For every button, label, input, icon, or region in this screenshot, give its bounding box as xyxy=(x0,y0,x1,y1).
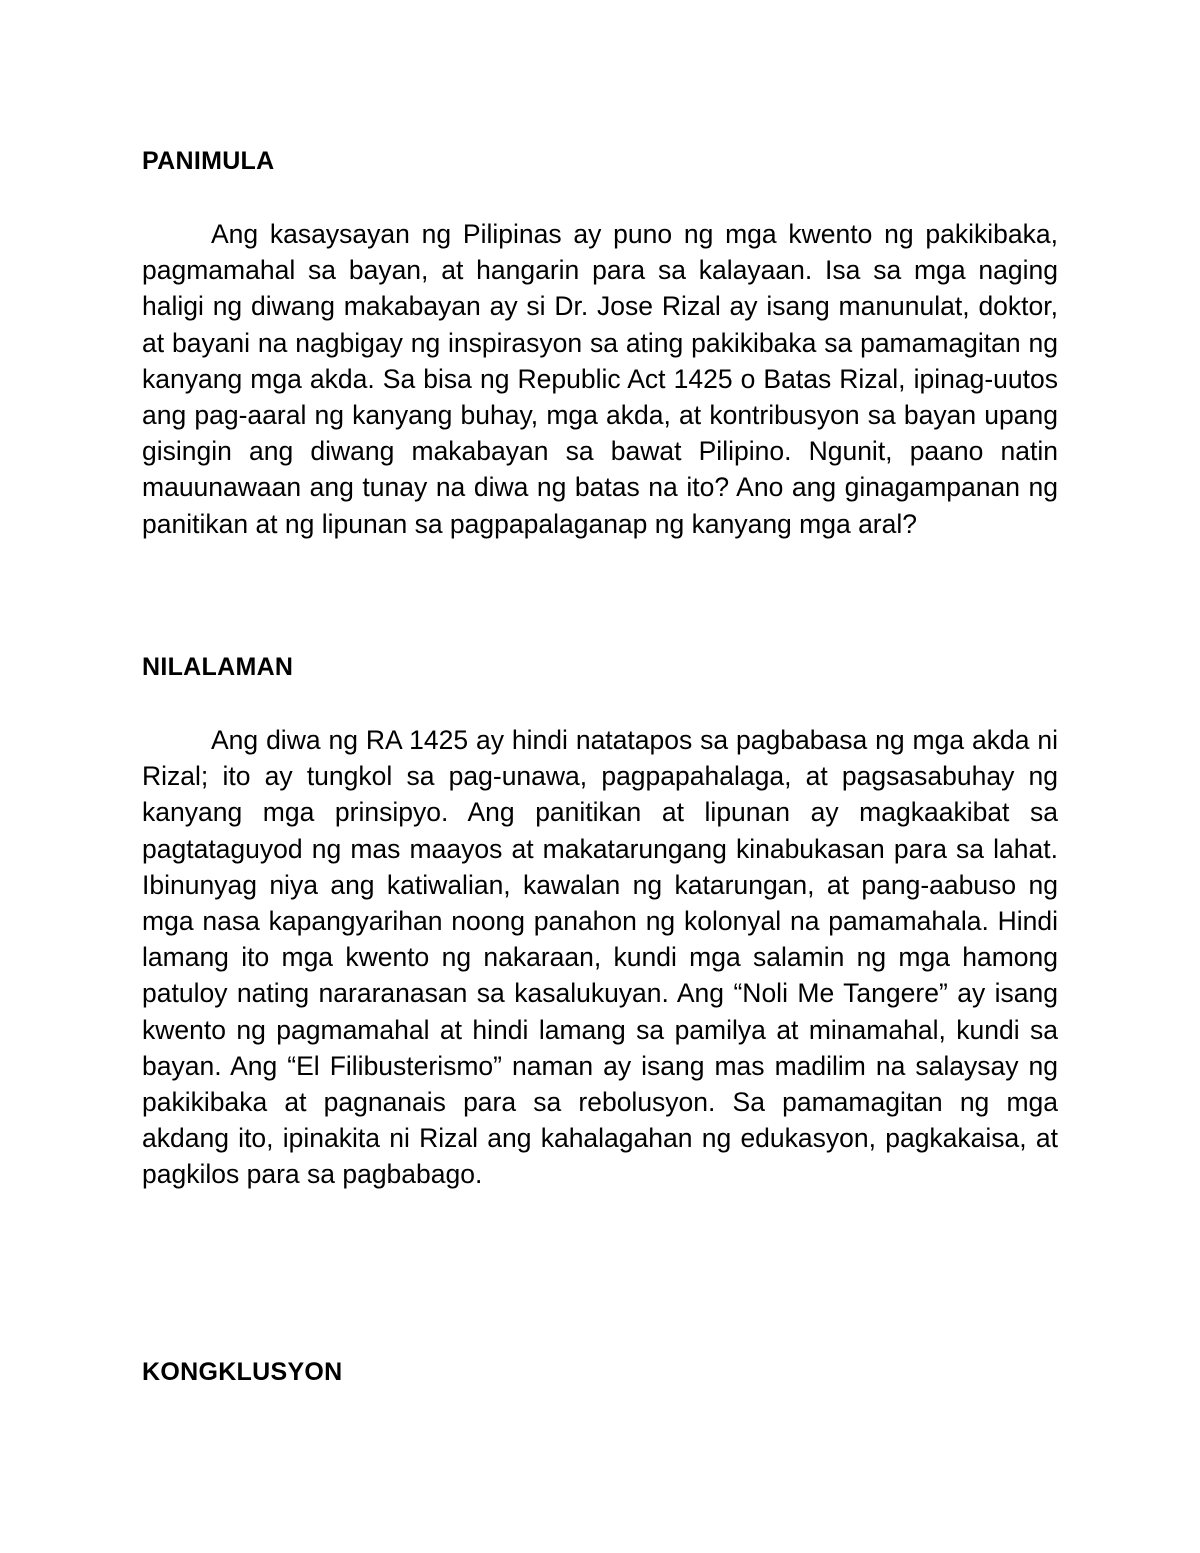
section-paragraph-nilalaman: Ang diwa ng RA 1425 ay hindi natatapos sa pagbabasa ng mga akda ni Rizal; ito ay tungkol sa pag-unawa, pagpapahalaga, at pagsasabuhay ng kanyang mga prinsipyo. Ang panitikan at lipunan ay magkaakibat sa pagtataguyod ng mas maayos at makatarungang kinabukasan para sa lahat. Ibinunyag niya ang katiwalian, kawalan ng katarungan, at pang-aabuso ng mga nasa kapangyarihan noong panahon ng kolonyal na pamamahala. Hindi lamang ito mga kwento ng nakaraan, kundi mga salamin ng mga hamong patuloy nating nararanasan sa kasalukuyan. Ang “Noli Me Tangere” ay isang kwento ng pagmamahal at hindi lamang sa pamilya at minamahal, kundi sa bayan. Ang “El Filibusterismo” naman ay isang mas madilim na salaysay ng pakikibaka at pagnanais para sa rebolusyon. Sa pamamagitan ng mga akdang ito, ipinakita ni Rizal ang kahalagahan ng edukasyon, pagkakaisa, at pagkilos para sa pagbabago. xyxy=(142,725,1058,1190)
section-heading-panimula: PANIMULA xyxy=(142,147,275,175)
section-heading-nilalaman: NILALAMAN xyxy=(142,653,294,681)
section-paragraph-panimula: Ang kasaysayan ng Pilipinas ay puno ng mga kwento ng pakikibaka, pagmamahal sa bayan, at hangarin para sa kalayaan. Isa sa mga naging haligi ng diwang makabayan ay si Dr. Jose Rizal ay isang manunulat, doktor, at bayani na nagbigay ng inspirasyon sa ating pakikibaka sa pamamagitan ng kanyang mga akda. Sa bisa ng Republic Act 1425 o Batas Rizal, ipinag-uutos ang pag-aaral ng kanyang buhay, mga akda, at kontribusyon sa bayan upang gisingin ang diwang makabayan sa bawat Pilipino. Ngunit, paano natin mauunawaan ang tunay na diwa ng batas na ito? Ano ang ginagampanan ng panitikan at ng lipunan sa pagpapalaganap ng kanyang mga aral? xyxy=(142,219,1058,539)
section-heading-kongklusyon: KONGKLUSYON xyxy=(142,1358,343,1386)
